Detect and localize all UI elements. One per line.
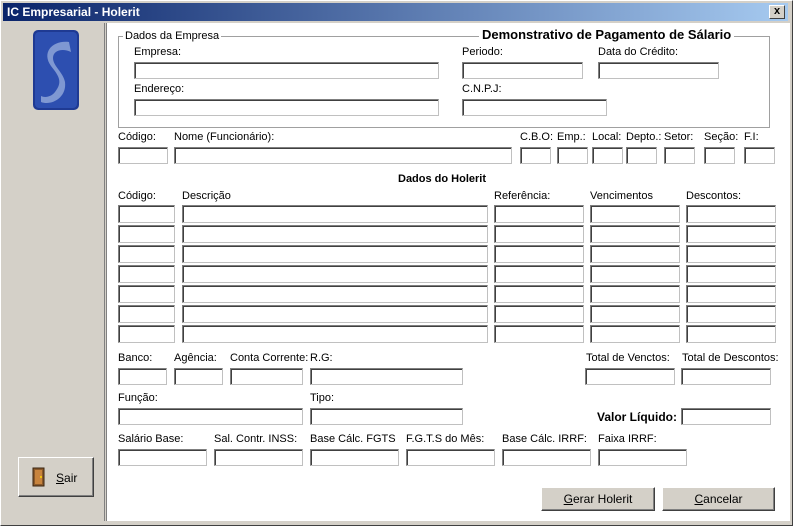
holerit-descricao-cell[interactable] (182, 285, 488, 303)
agencia-field[interactable] (174, 368, 223, 385)
salario-base-field[interactable] (118, 449, 207, 466)
left-panel (4, 23, 105, 521)
cbo-field[interactable] (520, 147, 551, 164)
holerit-vencimentos-cell[interactable] (590, 225, 680, 243)
holerit-referencia-cell[interactable] (494, 305, 584, 323)
holerit-descontos-cell[interactable] (686, 205, 776, 223)
holerit-title: Dados do Holerit (398, 173, 487, 185)
emp-label: Emp.: (557, 131, 586, 143)
holerit-vencimentos-cell[interactable] (590, 265, 680, 283)
door-exit-icon (31, 467, 47, 487)
fgts-mes-field[interactable] (406, 449, 495, 466)
funcao-field[interactable] (118, 408, 303, 425)
faixa-irrf-label: Faixa IRRF: (598, 433, 657, 445)
holerit-vencimentos-cell[interactable] (590, 305, 680, 323)
holerit-descontos-cell[interactable] (686, 265, 776, 283)
data-credito-field[interactable] (598, 62, 719, 79)
close-button[interactable]: x (769, 5, 785, 19)
local-field[interactable] (592, 147, 623, 164)
holerit-descricao-cell[interactable] (182, 325, 488, 343)
holerit-descontos-cell[interactable] (686, 245, 776, 263)
rg-label: R.G: (310, 352, 333, 364)
base-irrf-field[interactable] (502, 449, 591, 466)
holerit-descontos-cell[interactable] (686, 325, 776, 343)
setor-label: Setor: (664, 131, 694, 143)
col-vencimentos-header: Vencimentos (590, 190, 653, 202)
holerit-descricao-cell[interactable] (182, 305, 488, 323)
page-title: Demonstrativo de Pagamento de Sálario (479, 27, 734, 42)
depto-field[interactable] (626, 147, 657, 164)
holerit-codigo-cell[interactable] (118, 325, 175, 343)
holerit-descricao-cell[interactable] (182, 225, 488, 243)
holerit-descontos-cell[interactable] (686, 305, 776, 323)
endereco-label: Endereço: (134, 83, 185, 95)
exit-button[interactable] (18, 457, 94, 497)
holerit-referencia-cell[interactable] (494, 205, 584, 223)
total-descontos-field[interactable] (681, 368, 771, 385)
local-label: Local: (592, 131, 622, 143)
base-irrf-label: Base Cálc. IRRF: (502, 433, 587, 445)
base-fgts-label: Base Cálc. FGTS (310, 433, 396, 445)
holerit-codigo-cell[interactable] (118, 285, 175, 303)
setor-field[interactable] (664, 147, 695, 164)
holerit-referencia-cell[interactable] (494, 285, 584, 303)
cbo-label: C.B.O: (520, 131, 554, 143)
valor-liquido-field[interactable] (681, 408, 771, 425)
conta-label: Conta Corrente: (230, 352, 309, 364)
secao-field[interactable] (704, 147, 735, 164)
col-codigo-header: Código: (118, 190, 156, 202)
total-descontos-label: Total de Descontos: (682, 352, 779, 364)
holerit-vencimentos-cell[interactable] (590, 325, 680, 343)
company-group-title: Dados da Empresa (125, 30, 220, 42)
nome-label: Nome (Funcionário): (174, 131, 275, 143)
holerit-codigo-cell[interactable] (118, 305, 175, 323)
cancelar-button[interactable]: Cancelar (662, 487, 775, 511)
banco-label: Banco: (118, 352, 153, 364)
funcao-label: Função: (118, 392, 158, 404)
holerit-vencimentos-cell[interactable] (590, 245, 680, 263)
nome-field[interactable] (174, 147, 512, 164)
conta-field[interactable] (230, 368, 303, 385)
tipo-label: Tipo: (310, 392, 335, 404)
holerit-codigo-cell[interactable] (118, 265, 175, 283)
company-logo (33, 30, 79, 110)
holerit-vencimentos-cell[interactable] (590, 205, 680, 223)
banco-field[interactable] (118, 368, 167, 385)
holerit-referencia-cell[interactable] (494, 225, 584, 243)
window-title: IC Empresarial - Holerit (7, 5, 140, 19)
holerit-referencia-cell[interactable] (494, 265, 584, 283)
gerar-holerit-button[interactable]: Gerar Holerit (541, 487, 655, 511)
holerit-codigo-cell[interactable] (118, 245, 175, 263)
col-descricao-header: Descrição (182, 190, 231, 202)
rg-field[interactable] (310, 368, 463, 385)
endereco-field[interactable] (134, 99, 439, 116)
fgts-mes-label: F.G.T.S do Mês: (406, 433, 485, 445)
periodo-field[interactable] (462, 62, 583, 79)
holerit-codigo-cell[interactable] (118, 205, 175, 223)
codigo-field[interactable] (118, 147, 168, 164)
cnpj-field[interactable] (462, 99, 607, 116)
tipo-field[interactable] (310, 408, 463, 425)
empresa-label: Empresa: (134, 46, 182, 58)
total-venctos-field[interactable] (585, 368, 675, 385)
base-fgts-field[interactable] (310, 449, 399, 466)
exit-label: Sair (56, 471, 78, 485)
faixa-irrf-field[interactable] (598, 449, 687, 466)
holerit-vencimentos-cell[interactable] (590, 285, 680, 303)
periodo-label: Periodo: (462, 46, 503, 58)
holerit-descricao-cell[interactable] (182, 245, 488, 263)
agencia-label: Agência: (174, 352, 217, 364)
sal-contr-inss-field[interactable] (214, 449, 303, 466)
secao-label: Seção: (704, 131, 739, 143)
holerit-descricao-cell[interactable] (182, 205, 488, 223)
depto-label: Depto.: (626, 131, 662, 143)
holerit-referencia-cell[interactable] (494, 325, 584, 343)
codigo-label: Código: (118, 131, 156, 143)
holerit-descontos-cell[interactable] (686, 285, 776, 303)
emp-field[interactable] (557, 147, 588, 164)
fi-label: F.I: (744, 131, 759, 143)
fi-field[interactable] (744, 147, 775, 164)
empresa-field[interactable] (134, 62, 439, 79)
valor-liquido-label: Valor Líquido: (597, 410, 677, 424)
holerit-descricao-cell[interactable] (182, 265, 488, 283)
col-descontos-header: Descontos: (686, 190, 742, 202)
col-referencia-header: Referência: (494, 190, 551, 202)
holerit-codigo-cell[interactable] (118, 225, 175, 243)
cnpj-label: C.N.P.J: (462, 83, 502, 95)
sal-contr-inss-label: Sal. Contr. INSS: (214, 433, 298, 445)
holerit-referencia-cell[interactable] (494, 245, 584, 263)
data-credito-label: Data do Crédito: (598, 46, 679, 58)
holerit-descontos-cell[interactable] (686, 225, 776, 243)
total-venctos-label: Total de Venctos: (586, 352, 670, 364)
title-bar (3, 3, 788, 21)
salario-base-label: Salário Base: (118, 433, 184, 445)
